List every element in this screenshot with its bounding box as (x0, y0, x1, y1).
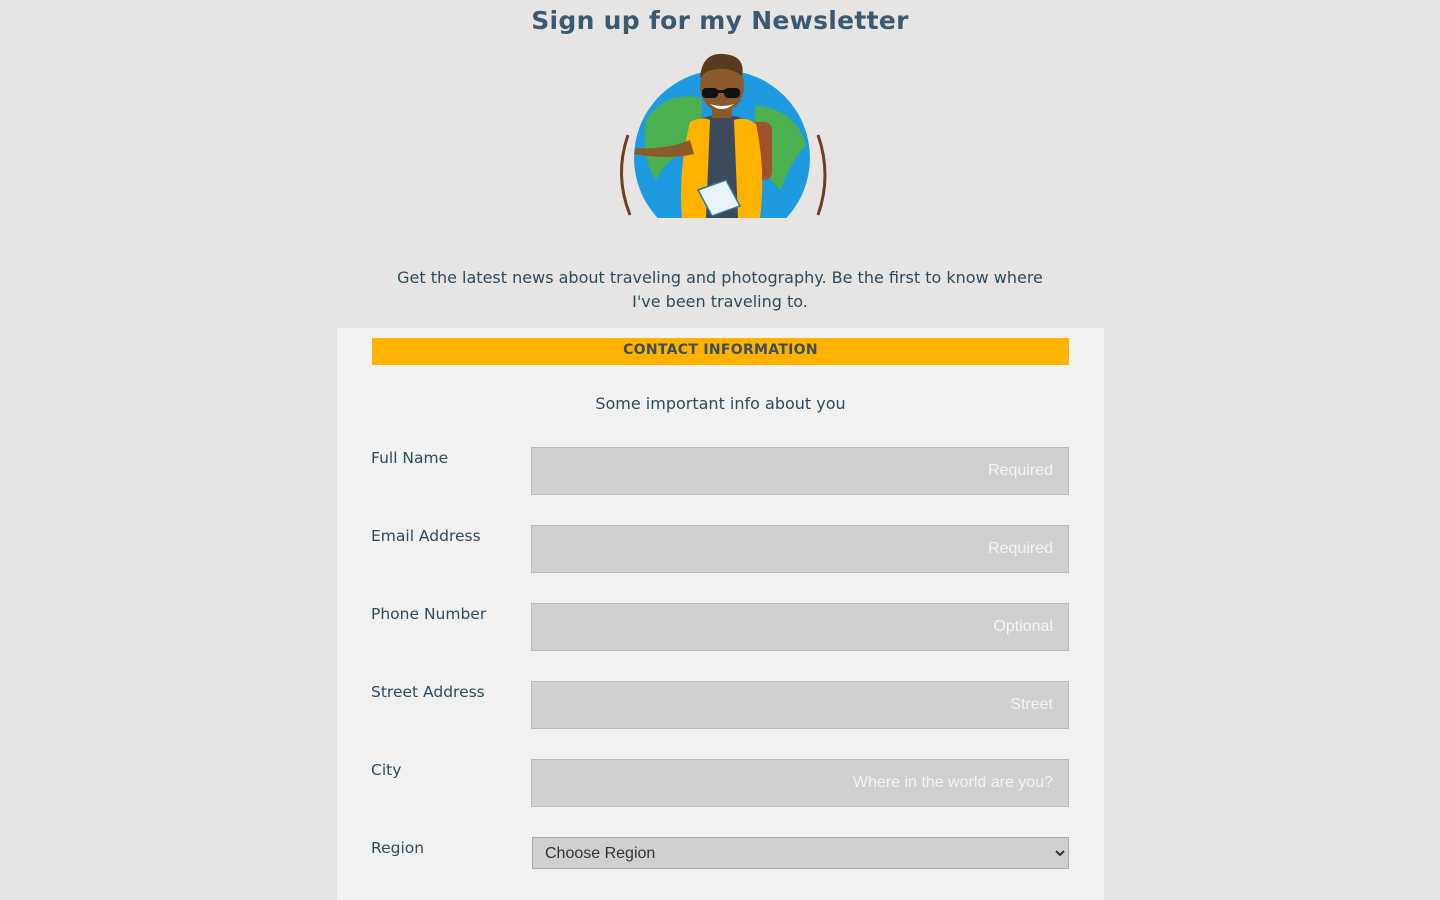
email-label: Email Address (371, 527, 481, 545)
full-name-row (371, 447, 1069, 495)
street-label: Street Address (371, 683, 485, 701)
region-select[interactable] (532, 837, 1069, 869)
city-row (371, 759, 1069, 807)
intro-text: Get the latest news about traveling and photography. Be the first to know where I've been traveling to. (397, 268, 1043, 311)
phone-label: Phone Number (371, 605, 487, 623)
section-subheading: Some important info about you (595, 394, 846, 413)
traveler-globe-illustration (606, 50, 838, 226)
phone-row (371, 603, 1069, 651)
full-name-input[interactable] (531, 447, 1069, 495)
contact-form (337, 328, 1104, 900)
street-input[interactable] (531, 681, 1069, 729)
email-input[interactable] (531, 525, 1069, 573)
phone-input[interactable] (531, 603, 1069, 651)
page-title: Sign up for my Newsletter (531, 6, 909, 35)
city-input[interactable] (531, 759, 1069, 807)
region-label: Region (371, 839, 425, 857)
region-row (371, 837, 1069, 885)
full-name-label: Full Name (371, 449, 449, 467)
section-heading: CONTACT INFORMATION (372, 338, 1069, 365)
street-row (371, 681, 1069, 729)
city-label: City (371, 761, 402, 779)
email-row (371, 525, 1069, 573)
